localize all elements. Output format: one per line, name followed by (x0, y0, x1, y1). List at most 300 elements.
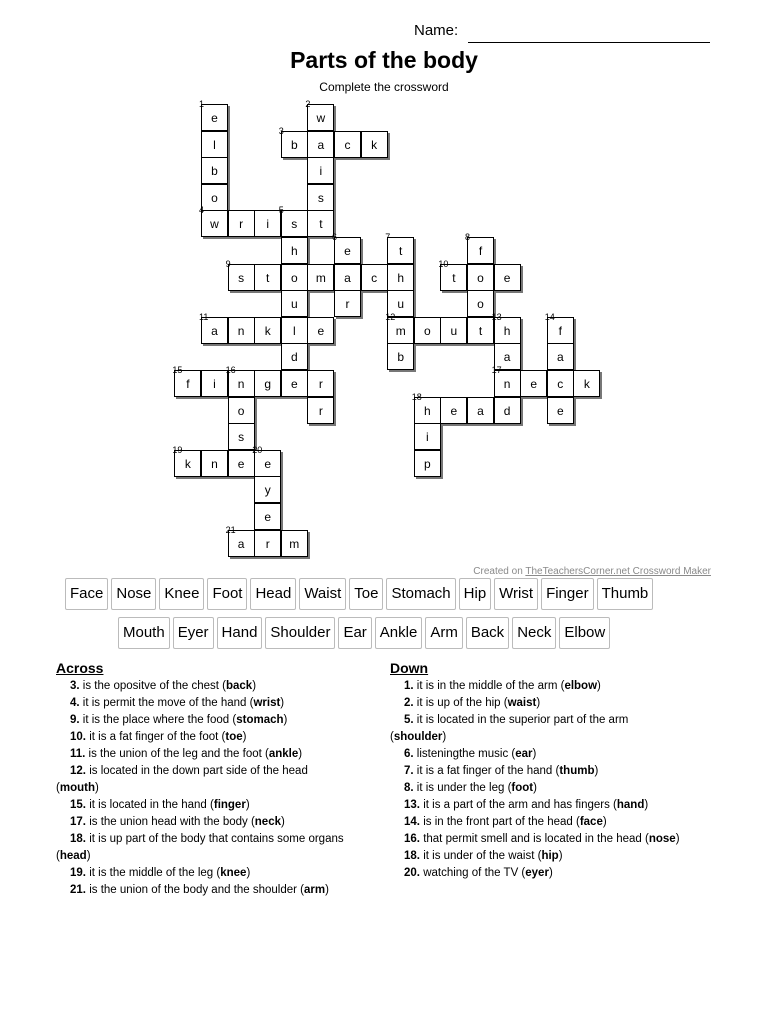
cell-letter: u (397, 297, 405, 312)
cell-number: 19 (172, 444, 183, 455)
clue-text-close: ) (86, 850, 91, 862)
grid-cell[interactable] (491, 365, 521, 397)
cell-letter: a (503, 350, 511, 365)
clue-text-close: ) (281, 816, 285, 828)
cell-letter: k (184, 456, 191, 471)
grid-cell[interactable] (334, 131, 361, 158)
word-bank-item: Back (466, 617, 509, 649)
cell-letter: a (556, 350, 564, 365)
word-bank-item: Nose (111, 578, 156, 610)
clue-number: 10. (70, 731, 86, 743)
clue-item (56, 695, 386, 712)
cell-letter: w (210, 217, 219, 232)
grid-cell[interactable] (254, 503, 281, 530)
clue-item (390, 695, 720, 712)
clue-answer: knee (220, 867, 247, 879)
grid-cell[interactable] (201, 370, 228, 397)
clue-answer: stomach (236, 714, 284, 726)
clue-text: is located in the down part side of the head (86, 765, 308, 777)
grid-cell[interactable] (307, 264, 334, 291)
clue-text-close: ) (602, 816, 607, 828)
clue-answer: ear (515, 748, 533, 760)
cell-letter: n (237, 377, 245, 391)
down-heading: Down (390, 660, 429, 676)
clue-text-close: ) (298, 748, 303, 760)
cell-letter: e (264, 510, 272, 524)
grid-cell[interactable] (385, 311, 414, 344)
clue-text: it is permit the move of the hand ( (79, 697, 254, 709)
clue-text-close: ) (280, 697, 285, 709)
cell-letter: t (478, 323, 483, 338)
grid-cell[interactable] (228, 397, 255, 424)
down-clues (390, 660, 720, 882)
cell-letter: e (344, 244, 351, 258)
clue-number: 20. (404, 867, 420, 879)
grid-cell[interactable] (361, 131, 388, 158)
grid-cell[interactable] (307, 210, 334, 237)
grid-cell[interactable] (465, 232, 494, 264)
grid-cell[interactable] (307, 131, 334, 158)
grid-cell[interactable] (307, 397, 334, 424)
word-bank-item: Wrist (494, 578, 538, 610)
clue-answer: head (59, 850, 87, 862)
grid-cell[interactable] (281, 343, 308, 370)
clue-item (56, 865, 386, 882)
cell-letter: t (319, 217, 323, 232)
grid-cell[interactable] (278, 125, 308, 158)
grid-cell[interactable] (547, 370, 574, 397)
clue-answer: shoulder (393, 731, 443, 743)
cell-letter: t (399, 244, 403, 258)
grid-cell[interactable] (414, 317, 441, 344)
clue-answer: thumb (559, 765, 595, 777)
grid-cell[interactable] (225, 258, 255, 291)
clue-number: 14. (404, 816, 420, 828)
clue-continuation (390, 729, 720, 746)
clue-item (56, 882, 386, 899)
cell-letter: l (292, 323, 296, 338)
cell-letter: e (450, 403, 458, 418)
clue-text: it is under the leg ( (413, 782, 512, 794)
clue-item (56, 678, 386, 695)
grid-cell[interactable] (225, 365, 255, 397)
clue-number: 7. (404, 765, 414, 777)
word-bank-row-1 (65, 578, 656, 610)
word-bank-row-2 (118, 617, 613, 649)
clue-text: is the union of the body and the shoulder ( (86, 884, 305, 896)
word-bank-item: Face (65, 578, 108, 610)
grid-cell[interactable] (440, 397, 467, 424)
clue-text: it is a part of the arm and has fingers ( (420, 799, 617, 811)
cell-letter: e (317, 323, 325, 338)
cell-letter: f (478, 244, 483, 258)
grid-cell[interactable] (494, 397, 521, 424)
cell-letter: r (318, 403, 323, 418)
name-label: Name: (414, 22, 459, 39)
cell-letter: m (315, 270, 326, 285)
credit-link[interactable]: TheTeachersCorner.net Crossword Maker (525, 566, 711, 577)
clue-item (56, 831, 386, 865)
word-bank-item: Ankle (375, 617, 423, 649)
clue-text: it is located in the hand ( (86, 799, 214, 811)
clue-text: it is a fat finger of the hand ( (413, 765, 560, 777)
clue-text: listeningthe music ( (413, 748, 516, 760)
clue-number: 15. (70, 799, 86, 811)
grid-cell[interactable] (411, 391, 441, 424)
cell-letter: e (503, 270, 511, 285)
grid-cell[interactable] (228, 423, 255, 450)
across-clues (56, 660, 386, 899)
clue-item (390, 865, 720, 882)
grid-cell[interactable] (201, 131, 228, 158)
cell-letter: i (213, 377, 216, 391)
clue-text: it is up of the hip ( (413, 697, 508, 709)
grid-cell[interactable] (547, 343, 574, 370)
cell-letter: h (290, 244, 298, 258)
cell-letter: e (211, 111, 218, 125)
clue-number: 9. (70, 714, 80, 726)
cell-letter: o (423, 323, 431, 338)
cell-letter: n (237, 323, 245, 338)
clue-item (56, 797, 386, 814)
grid-cell[interactable] (254, 264, 281, 291)
clue-text-close: ) (558, 850, 563, 862)
clue-number: 18. (404, 850, 420, 862)
word-bank-item: Toe (349, 578, 383, 610)
clue-text-close: ) (548, 867, 553, 879)
cell-letter: r (265, 536, 270, 551)
grid-cell[interactable] (467, 290, 494, 317)
word-bank-item: Thumb (597, 578, 654, 610)
cell-letter: p (423, 456, 431, 471)
clue-item (390, 797, 720, 814)
clue-text-close: ) (325, 884, 329, 896)
grid-cell[interactable] (172, 444, 201, 477)
cell-number: 1 (199, 99, 205, 109)
grid-cell[interactable] (281, 530, 308, 557)
cell-letter: h (423, 403, 431, 418)
cell-letter: s (291, 217, 298, 232)
clue-answer: hip (541, 850, 559, 862)
clue-answer: wrist (253, 697, 281, 709)
cell-number: 21 (225, 524, 236, 535)
cell-letter: i (425, 430, 429, 445)
grid-cell[interactable] (254, 370, 281, 397)
cell-letter: a (344, 270, 351, 285)
cell-letter: o (290, 270, 298, 285)
cell-letter: n (503, 377, 511, 391)
cell-number: 15 (172, 365, 183, 375)
clue-continuation (56, 780, 386, 797)
cell-letter: h (503, 323, 511, 338)
grid-cell[interactable] (414, 423, 441, 450)
clue-text-close: ) (252, 680, 257, 692)
grid-cell[interactable] (199, 311, 228, 344)
grid-cell[interactable] (281, 237, 308, 264)
cell-letter: w (316, 111, 326, 125)
clue-text: it is in the middle of the arm ( (413, 680, 565, 692)
clue-text-open: ( (390, 731, 394, 743)
grid-cell[interactable] (307, 317, 334, 344)
word-bank-item: Foot (207, 578, 247, 610)
clue-text: is in the front part of the head ( (420, 816, 580, 828)
clue-item (56, 746, 386, 763)
grid-cell[interactable] (305, 99, 334, 131)
cell-number: 20 (252, 444, 263, 455)
cell-letter: o (211, 190, 218, 205)
grid-cell[interactable] (332, 232, 361, 264)
word-bank-item: Elbow (559, 617, 610, 649)
grid-cell[interactable] (228, 210, 255, 237)
cell-letter: n (211, 456, 218, 471)
cell-number: 4 (199, 205, 205, 216)
cell-letter: b (211, 164, 218, 179)
cell-number: 3 (278, 125, 284, 136)
clue-answer: toe (225, 731, 243, 743)
grid-cell[interactable] (228, 317, 255, 344)
clue-text: it is up part of the body that contains some organs (86, 833, 344, 845)
cell-letter: l (213, 137, 216, 152)
clue-answer: back (225, 680, 253, 692)
clue-answer: eyer (525, 867, 549, 879)
word-bank-item: Knee (159, 578, 204, 610)
clue-text: that permit smell and is located in the head ( (420, 833, 649, 845)
cell-letter: m (289, 536, 300, 551)
grid-cell[interactable] (414, 450, 441, 477)
clue-answer: elbow (564, 680, 598, 692)
cell-letter: b (290, 137, 298, 152)
clue-text: it is located in the superior part of the arm (413, 714, 629, 726)
clue-item (56, 763, 386, 797)
cell-number: 7 (385, 232, 391, 242)
word-bank-item: Hip (459, 578, 492, 610)
clue-text: it is a fat finger of the foot ( (86, 731, 226, 743)
grid-cell[interactable] (334, 264, 361, 291)
clue-number: 4. (70, 697, 80, 709)
clue-text-close: ) (242, 731, 247, 743)
grid-cell[interactable] (201, 157, 228, 184)
grid-cell[interactable] (544, 311, 574, 344)
cell-letter: o (237, 403, 245, 418)
word-bank-item: Waist (299, 578, 346, 610)
cell-letter: a (317, 137, 325, 152)
page-subtitle: Complete the crossword (319, 80, 449, 94)
cell-letter: s (238, 270, 245, 285)
grid-cell[interactable] (201, 184, 228, 211)
clue-text-close: ) (246, 867, 251, 879)
clue-text-close: ) (675, 833, 680, 845)
cell-letter: e (556, 403, 564, 418)
clue-continuation (56, 848, 386, 865)
cell-number: 9 (225, 258, 231, 269)
grid-cell[interactable] (307, 157, 334, 184)
cell-letter: a (237, 536, 245, 551)
clue-number: 8. (404, 782, 414, 794)
cell-letter: i (319, 164, 323, 179)
cell-number: 13 (491, 311, 502, 322)
grid-cell[interactable] (278, 205, 308, 237)
clue-item (390, 763, 720, 780)
grid-cell[interactable] (387, 264, 414, 291)
cell-letter: b (397, 350, 405, 365)
cell-letter: e (264, 456, 272, 471)
cell-letter: a (477, 403, 484, 418)
clue-text-close: ) (536, 697, 541, 709)
clue-number: 13. (404, 799, 420, 811)
cell-letter: o (477, 270, 484, 285)
cell-number: 10 (438, 258, 449, 269)
cell-number: 8 (465, 232, 471, 242)
clue-number: 6. (404, 748, 414, 760)
cell-number: 17 (491, 365, 502, 375)
grid-cell[interactable] (467, 264, 494, 291)
grid-cell[interactable] (254, 476, 281, 503)
clue-answer: neck (254, 816, 281, 828)
grid-cell[interactable] (334, 290, 361, 317)
clue-item (390, 831, 720, 848)
cell-letter: f (186, 377, 190, 391)
clue-item (56, 712, 386, 729)
cell-letter: t (452, 270, 456, 285)
clue-answer: nose (648, 833, 676, 845)
cell-number: 14 (544, 311, 555, 322)
cell-letter: k (583, 377, 590, 391)
clue-answer: hand (616, 799, 645, 811)
grid-cell[interactable] (281, 290, 308, 317)
clue-answer: ankle (268, 748, 299, 760)
clue-text: is the union head with the body ( (86, 816, 255, 828)
grid-cell[interactable] (307, 370, 334, 397)
clue-text-close: ) (283, 714, 288, 726)
clue-number: 12. (70, 765, 86, 777)
cell-number: 5 (278, 205, 284, 216)
clue-text-open: ( (56, 850, 60, 862)
word-bank-item: Mouth (118, 617, 170, 649)
clue-text: it is the place where the food ( (79, 714, 237, 726)
word-bank-item: Neck (512, 617, 556, 649)
cell-letter: m (395, 323, 406, 338)
cell-number: 16 (225, 365, 236, 375)
cell-letter: c (557, 377, 564, 391)
grid-cell[interactable] (254, 210, 281, 237)
cell-letter: h (397, 270, 405, 285)
cell-letter: y (264, 483, 271, 498)
clue-text-close: ) (644, 799, 649, 811)
cell-letter: d (290, 350, 298, 365)
grid-cell[interactable] (387, 343, 414, 370)
grid-cell[interactable] (494, 264, 521, 291)
clue-answer: mouth (59, 782, 95, 794)
clue-item (390, 678, 720, 695)
grid-cell[interactable] (172, 365, 201, 397)
grid-cell[interactable] (281, 370, 308, 397)
clue-answer: foot (511, 782, 534, 794)
across-heading: Across (56, 660, 104, 676)
grid-cell[interactable] (281, 264, 308, 291)
grid-cell[interactable] (467, 317, 494, 344)
cell-letter: k (371, 137, 378, 152)
clue-text: it is under of the waist ( (420, 850, 542, 862)
grid-cell[interactable] (361, 264, 388, 291)
grid-cell[interactable] (199, 99, 228, 131)
word-bank-item: Finger (541, 578, 594, 610)
clue-item (56, 814, 386, 831)
clue-item (390, 814, 720, 831)
clue-text-close: ) (245, 799, 250, 811)
page-title: Parts of the body (290, 47, 478, 73)
cell-letter: s (238, 430, 245, 445)
word-bank-item: Hand (217, 617, 263, 649)
grid-cell[interactable] (440, 317, 467, 344)
grid-cell[interactable] (201, 450, 228, 477)
clue-answer: face (579, 816, 603, 828)
clue-number: 11. (70, 748, 86, 760)
cell-letter: r (239, 217, 244, 232)
grid-cell[interactable] (228, 450, 255, 477)
grid-cell[interactable] (254, 317, 281, 344)
word-bank-item: Ear (338, 617, 371, 649)
clue-text: watching of the TV ( (420, 867, 526, 879)
clue-number: 5. (404, 714, 414, 726)
cell-letter: c (371, 270, 378, 285)
grid-cell[interactable] (520, 370, 547, 397)
clue-text: it is the middle of the leg ( (86, 867, 221, 879)
clue-answer: waist (507, 697, 537, 709)
cell-letter: t (266, 270, 270, 285)
word-bank-item: Arm (425, 617, 463, 649)
grid-cell[interactable] (491, 311, 521, 344)
clue-text-close: ) (533, 782, 537, 794)
word-bank-item: Shoulder (265, 617, 335, 649)
grid-cell[interactable] (225, 524, 255, 557)
clue-text-close: ) (442, 731, 447, 743)
cell-number: 12 (385, 311, 396, 322)
grid-cell[interactable] (281, 317, 308, 344)
word-bank-item: Head (250, 578, 296, 610)
grid-cell[interactable] (307, 184, 334, 211)
grid-cell[interactable] (467, 397, 494, 424)
cell-letter: u (290, 297, 298, 312)
cell-number: 6 (332, 232, 338, 242)
grid-cell[interactable] (199, 205, 228, 237)
clue-item (390, 848, 720, 865)
clue-number: 19. (70, 867, 86, 879)
cell-letter: d (503, 403, 511, 418)
cell-letter: g (264, 377, 272, 391)
clue-number: 16. (404, 833, 420, 845)
cell-number: 2 (305, 99, 311, 109)
grid-cell[interactable] (573, 370, 600, 397)
cell-letter: e (290, 377, 298, 391)
grid-cell[interactable] (547, 397, 574, 424)
word-bank-item: Stomach (386, 578, 455, 610)
clue-number: 17. (70, 816, 86, 828)
grid-cell[interactable] (385, 232, 414, 264)
grid-cell[interactable] (438, 258, 467, 291)
grid-cell[interactable] (254, 530, 281, 557)
grid-cell[interactable] (252, 444, 281, 477)
clue-item (390, 746, 720, 763)
clue-text: is the union of the leg and the foot ( (85, 748, 269, 760)
cell-letter: e (530, 377, 538, 391)
clue-item (56, 729, 386, 746)
cell-letter: k (264, 323, 271, 338)
clue-text-close: ) (94, 782, 99, 794)
word-bank-item: Eyer (173, 617, 214, 649)
clue-number: 1. (404, 680, 414, 692)
cell-number: 18 (411, 391, 422, 402)
clue-answer: finger (213, 799, 246, 811)
